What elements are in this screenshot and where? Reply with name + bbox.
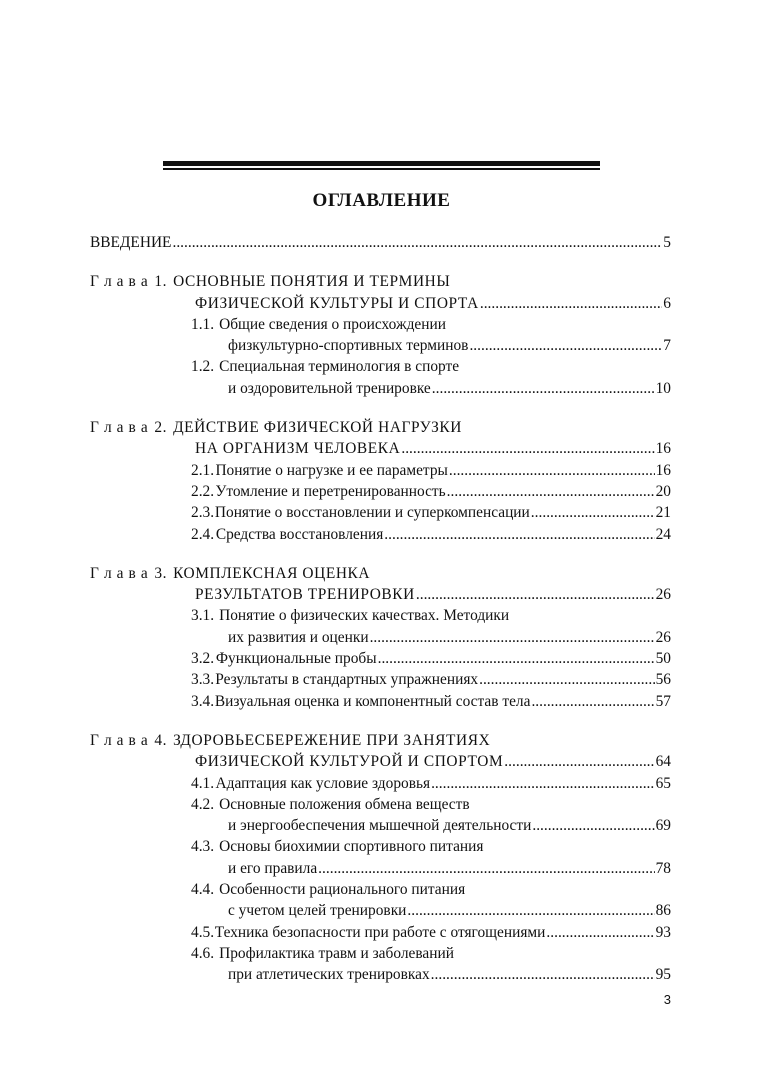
toc-section-continued[interactable] bbox=[90, 815, 671, 836]
dot-leader bbox=[378, 648, 655, 669]
dot-leader bbox=[546, 922, 654, 943]
chapter-heading[interactable] bbox=[90, 730, 671, 751]
toc-page-number: 57 bbox=[655, 692, 671, 710]
toc-page-number: 6 bbox=[663, 294, 671, 312]
dot-leader bbox=[318, 858, 654, 879]
toc-page-number: 69 bbox=[655, 817, 671, 835]
chapter-title: ДЕЙСТВИЕ ФИЗИЧЕСКОЙ НАГРУЗКИ bbox=[173, 419, 462, 437]
section-number: 2.2. bbox=[191, 482, 215, 500]
dot-leader bbox=[431, 964, 655, 985]
toc-section[interactable] bbox=[90, 481, 671, 502]
chapter-label: Г л а в а bbox=[90, 273, 149, 291]
chapter-title: ОСНОВНЫЕ ПОНЯТИЯ И ТЕРМИНЫ bbox=[173, 273, 451, 291]
section-title: Адаптация как условие здоровья bbox=[215, 774, 431, 792]
toc-section[interactable] bbox=[90, 836, 671, 857]
toc-section-continued[interactable] bbox=[90, 964, 671, 985]
chapter-heading[interactable] bbox=[90, 271, 671, 292]
toc-page-number: 5 bbox=[663, 234, 671, 251]
section-number: 3.1. bbox=[191, 607, 215, 625]
section-number: 4.3. bbox=[191, 838, 215, 856]
section-title: Средства восстановления bbox=[215, 525, 384, 543]
toc-page-number: 16 bbox=[655, 440, 671, 458]
section-number: 1.1. bbox=[191, 315, 215, 333]
dot-leader bbox=[401, 438, 654, 459]
section-title-continued: и его правила bbox=[228, 859, 318, 877]
section-number: 4.5. bbox=[191, 923, 215, 941]
toc-page-number: 86 bbox=[655, 902, 671, 920]
toc-page-number: 95 bbox=[655, 966, 671, 984]
section-number: 3.4. bbox=[191, 692, 215, 710]
toc-page-number: 10 bbox=[655, 379, 671, 397]
toc-entry-intro[interactable] bbox=[90, 232, 671, 253]
chapter-number: 4. bbox=[154, 731, 168, 749]
dot-leader bbox=[480, 293, 662, 314]
section-title: Основные положения обмена веществ bbox=[219, 795, 470, 813]
chapter-heading[interactable] bbox=[90, 417, 671, 438]
section-number: 4.6. bbox=[191, 944, 215, 962]
section-title: Визуальная оценка и компонентный состав тела bbox=[214, 692, 531, 710]
toc-page-number: 24 bbox=[655, 525, 671, 543]
chapter-heading-continued[interactable] bbox=[90, 751, 671, 772]
section-title: Общие сведения о происхождении bbox=[219, 315, 446, 333]
section-title: Утомление и перетренированность bbox=[215, 482, 446, 500]
dot-leader bbox=[172, 232, 662, 253]
dot-leader bbox=[407, 900, 654, 921]
chapter-title-continued: ФИЗИЧЕСКОЙ КУЛЬТУРОЙ И СПОРТОМ bbox=[195, 753, 504, 771]
chapter-heading-continued[interactable] bbox=[90, 584, 671, 605]
dot-leader bbox=[531, 691, 654, 712]
toc-page-number: 20 bbox=[655, 482, 671, 500]
chapter-heading-continued[interactable] bbox=[90, 438, 671, 459]
chapter-number: 3. bbox=[154, 564, 168, 582]
toc-page-number: 78 bbox=[655, 859, 671, 877]
chapter-number: 1. bbox=[154, 273, 168, 291]
chapter-title-continued: ФИЗИЧЕСКОЙ КУЛЬТУРЫ И СПОРТА bbox=[195, 294, 479, 312]
section-number: 3.2. bbox=[191, 650, 215, 668]
dot-leader bbox=[447, 481, 655, 502]
page-title: ОГЛАВЛЕНИЕ bbox=[312, 190, 451, 211]
toc-section[interactable] bbox=[90, 605, 671, 626]
toc-section-continued[interactable] bbox=[90, 378, 671, 399]
section-title: Профилактика травм и заболеваний bbox=[219, 944, 454, 962]
toc-page-number: 56 bbox=[655, 671, 671, 689]
dot-leader bbox=[531, 502, 655, 523]
section-number: 4.1. bbox=[191, 774, 215, 792]
toc-section-continued[interactable] bbox=[90, 335, 671, 356]
chapter-number: 2. bbox=[154, 419, 168, 437]
dot-leader bbox=[532, 815, 654, 836]
table-of-contents bbox=[90, 232, 671, 986]
section-title: Особенности рационального питания bbox=[219, 881, 466, 899]
section-number: 2.1. bbox=[191, 461, 215, 479]
toc-page-number: 16 bbox=[655, 461, 671, 479]
dot-leader bbox=[504, 751, 654, 772]
section-title-continued: с учетом целей тренировки bbox=[228, 902, 407, 920]
dot-leader bbox=[432, 378, 655, 399]
toc-section[interactable] bbox=[90, 922, 671, 943]
top-rule-thick bbox=[163, 161, 600, 166]
chapter-title: ЗДОРОВЬЕСБЕРЕЖЕНИЕ ПРИ ЗАНЯТИЯХ bbox=[173, 731, 491, 749]
section-title-continued: и энергообеспечения мышечной деятельности bbox=[228, 817, 532, 835]
toc-section[interactable] bbox=[90, 524, 671, 545]
toc-page-number: 64 bbox=[655, 753, 671, 771]
section-title: Техника безопасности при работе с отягощениями bbox=[214, 923, 546, 941]
dot-leader bbox=[370, 627, 655, 648]
section-number: 1.2. bbox=[191, 358, 215, 376]
toc-section[interactable] bbox=[90, 502, 671, 523]
toc-page-number: 26 bbox=[655, 628, 671, 646]
section-title: Понятие о физических качествах. Методики bbox=[219, 607, 510, 625]
chapter-title: КОМПЛЕКСНАЯ ОЦЕНКА bbox=[173, 564, 371, 582]
toc-section[interactable] bbox=[90, 794, 671, 815]
section-title: Результаты в стандартных упражнениях bbox=[215, 671, 479, 689]
chapter-heading[interactable] bbox=[90, 563, 671, 584]
section-title: Основы биохимии спортивного питания bbox=[219, 838, 484, 856]
toc-section[interactable] bbox=[90, 943, 671, 964]
dot-leader bbox=[384, 524, 654, 545]
section-title-continued: их развития и оценки bbox=[228, 628, 369, 646]
toc-page-number: 7 bbox=[663, 337, 671, 355]
section-title: Функциональные пробы bbox=[215, 650, 377, 668]
toc-section[interactable] bbox=[90, 314, 671, 335]
section-title-continued: при атлетических тренировках bbox=[228, 966, 430, 984]
toc-section[interactable] bbox=[90, 648, 671, 669]
toc-section[interactable] bbox=[90, 460, 671, 481]
section-title: Специальная терминология в спорте bbox=[219, 358, 460, 376]
chapter-title-continued: РЕЗУЛЬТАТОВ ТРЕНИРОВКИ bbox=[195, 586, 415, 604]
toc-section[interactable] bbox=[90, 356, 671, 377]
section-number: 4.4. bbox=[191, 881, 215, 899]
toc-section[interactable] bbox=[90, 691, 671, 712]
dot-leader bbox=[449, 460, 655, 481]
chapter-label: Г л а в а bbox=[90, 731, 149, 749]
page-number: 3 bbox=[663, 992, 671, 1007]
toc-page-number: 21 bbox=[655, 504, 671, 522]
section-number: 3.3. bbox=[191, 671, 215, 689]
toc-section-continued[interactable] bbox=[90, 858, 671, 879]
dot-leader bbox=[431, 773, 655, 794]
toc-page-number: 26 bbox=[655, 586, 671, 604]
toc-section[interactable] bbox=[90, 669, 671, 690]
section-title: Понятие о нагрузке и ее параметры bbox=[215, 461, 448, 479]
toc-page-number: 93 bbox=[655, 923, 671, 941]
section-title-continued: физкультурно-спортивных терминов bbox=[228, 337, 469, 355]
chapter-title-continued: НА ОРГАНИЗМ ЧЕЛОВЕКА bbox=[195, 440, 401, 458]
chapter-heading-continued[interactable] bbox=[90, 293, 671, 314]
toc-section-continued[interactable] bbox=[90, 627, 671, 648]
toc-section[interactable] bbox=[90, 879, 671, 900]
top-rule-thin bbox=[163, 168, 600, 170]
chapter-label: Г л а в а bbox=[90, 419, 149, 437]
section-title-continued: и оздоровительной тренировке bbox=[228, 379, 431, 397]
section-number: 2.3. bbox=[191, 504, 215, 522]
dot-leader bbox=[469, 335, 662, 356]
dot-leader bbox=[416, 584, 655, 605]
toc-page-number: 65 bbox=[655, 774, 671, 792]
toc-section-continued[interactable] bbox=[90, 900, 671, 921]
section-number: 2.4. bbox=[191, 525, 215, 543]
section-number: 4.2. bbox=[191, 795, 215, 813]
toc-section[interactable] bbox=[90, 773, 671, 794]
toc-entry-title: ВВЕДЕНИЕ bbox=[90, 234, 172, 251]
section-title: Понятие о восстановлении и суперкомпенсации bbox=[214, 504, 530, 522]
dot-leader bbox=[479, 669, 655, 690]
chapter-label: Г л а в а bbox=[90, 564, 149, 582]
toc-page-number: 50 bbox=[655, 650, 671, 668]
